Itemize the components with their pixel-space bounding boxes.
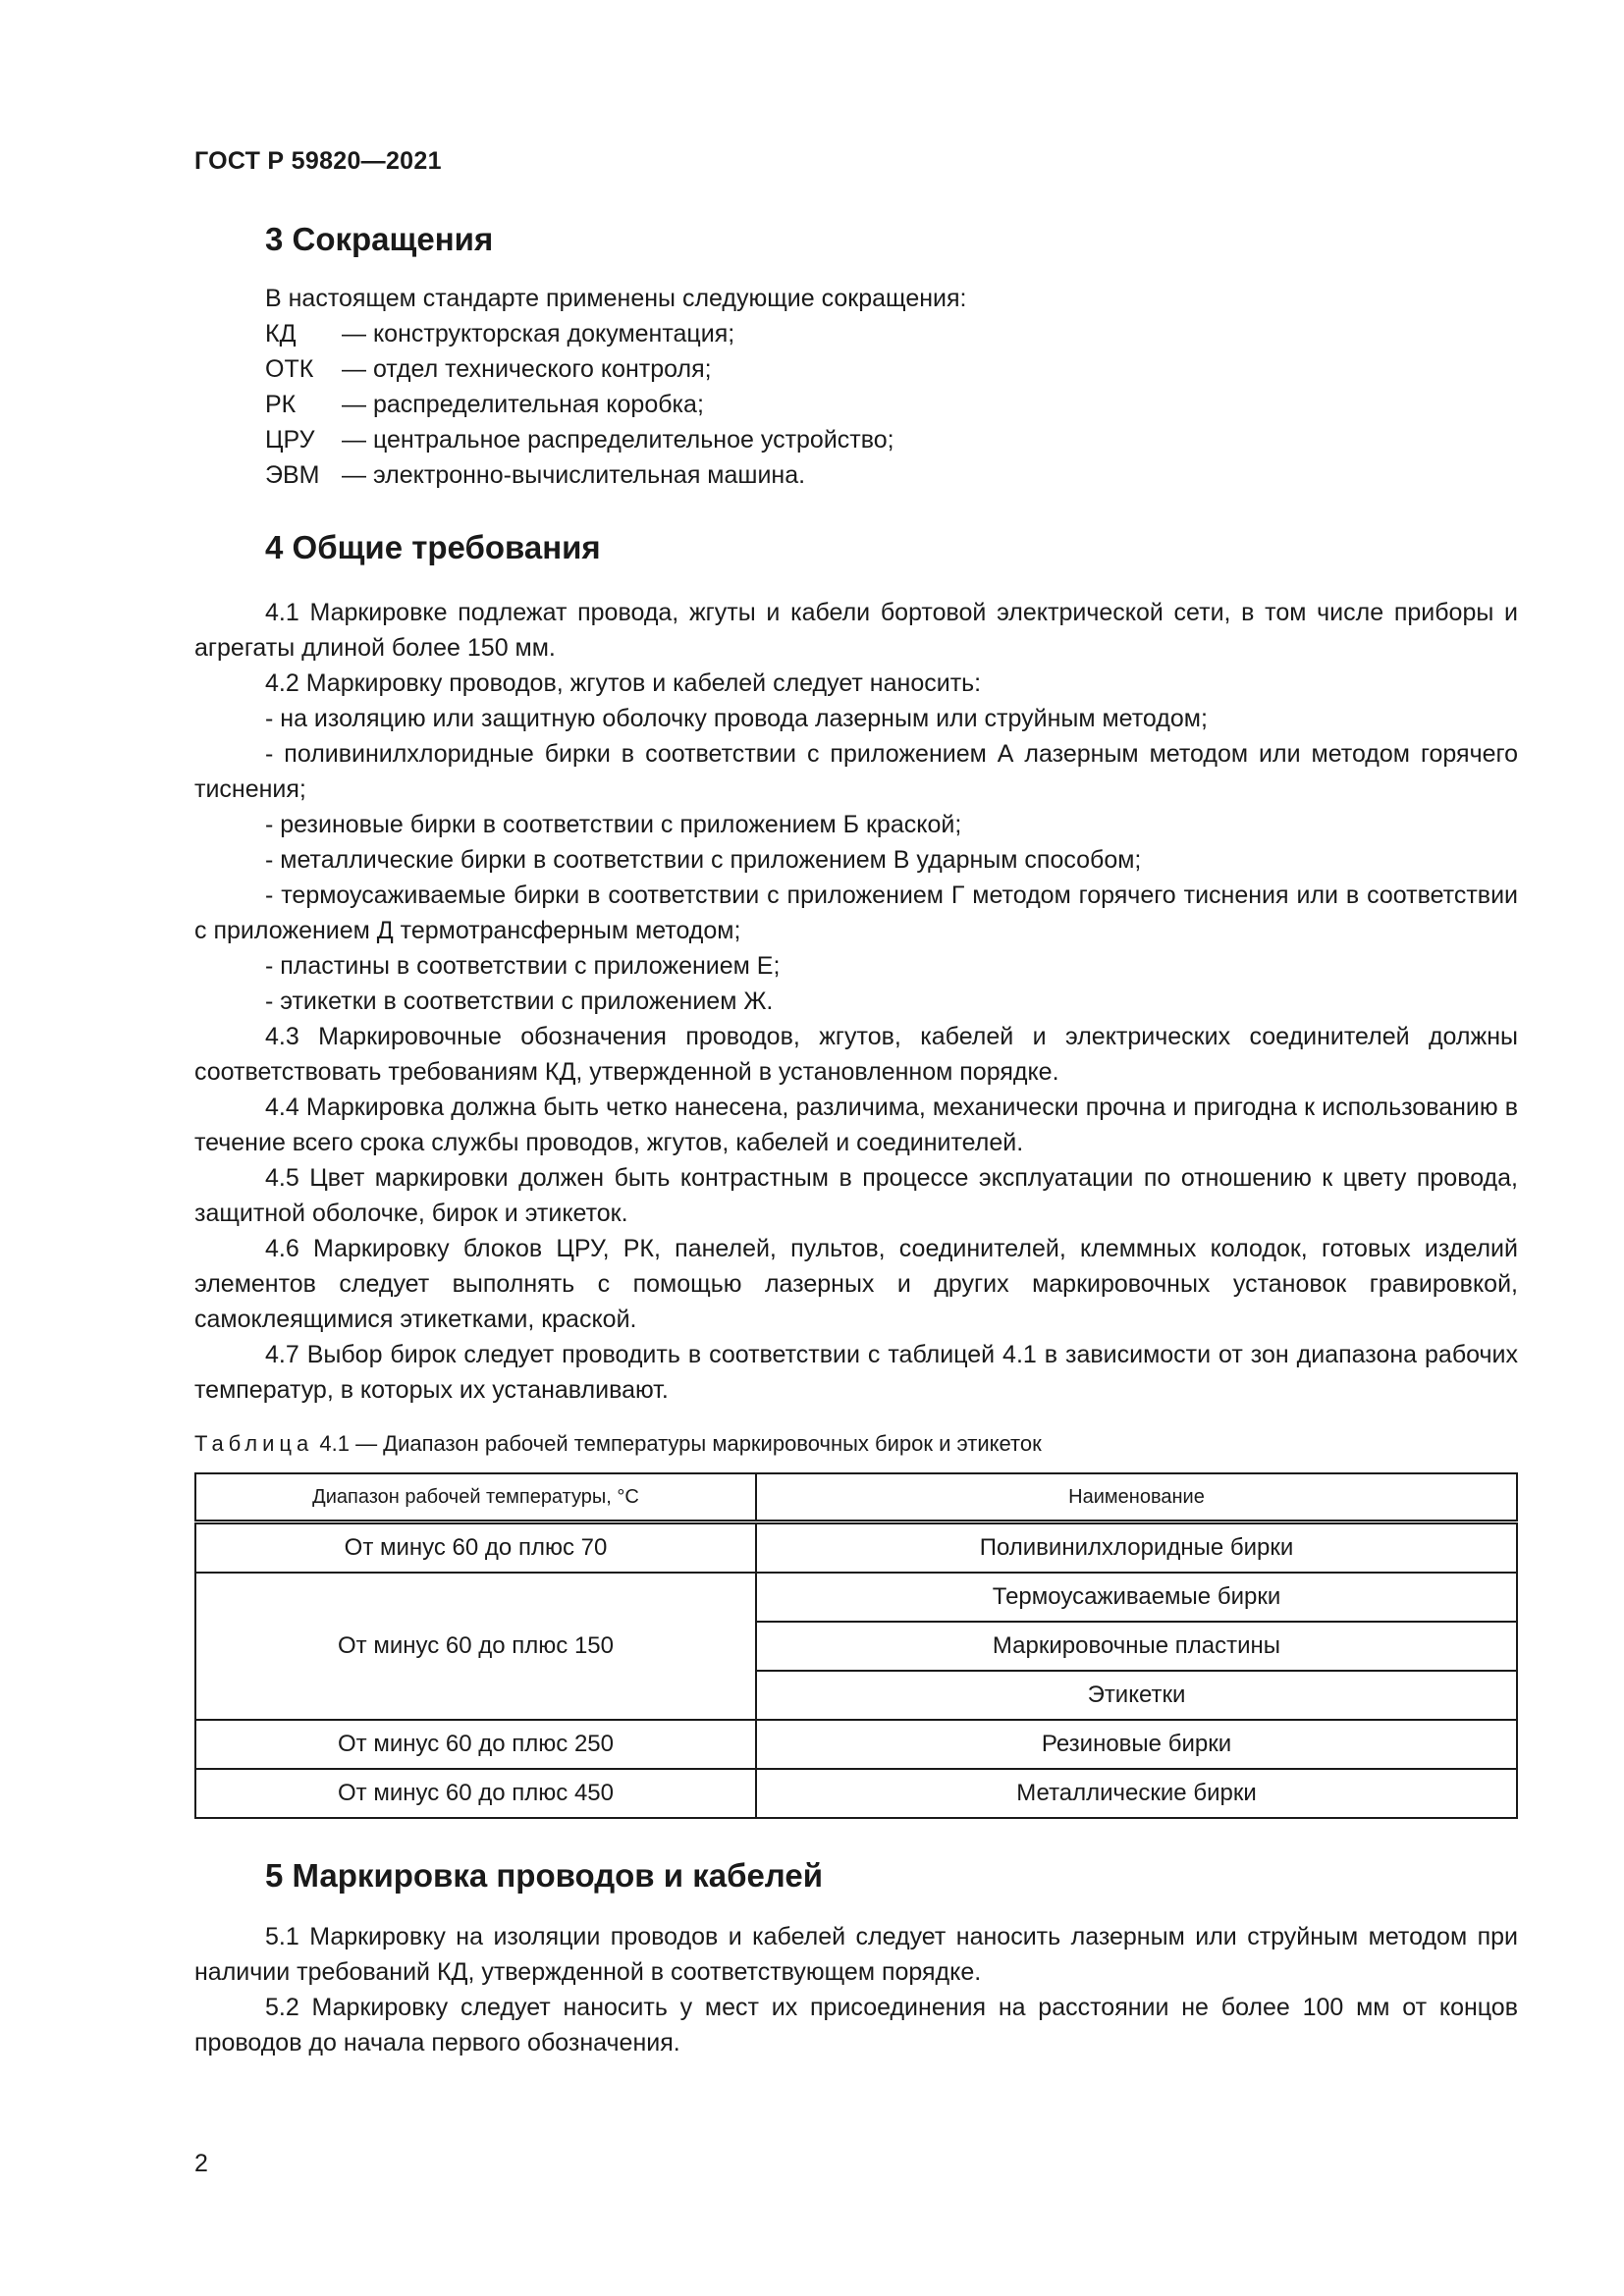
- abbreviation-code: ЦРУ: [265, 426, 315, 454]
- abbreviation-row: [194, 457, 1518, 493]
- paragraph-5-2: 5.2 Маркировку следует наносить у мест их присоединения на расстоянии не более 100 мм от концов проводов до начала первого обозначения.: [194, 1994, 1518, 2056]
- list-item: - пластины в соответствии с приложением Е;: [265, 952, 781, 980]
- abbreviation-definition: — распределительная коробка;: [342, 391, 704, 418]
- table-cell-range: От минус 60 до плюс 150: [195, 1573, 756, 1720]
- abbreviation-list: [194, 316, 1518, 493]
- table-cell-name: Поливинилхлоридные бирки: [756, 1522, 1517, 1574]
- table-cell-name: Резиновые бирки: [756, 1720, 1517, 1769]
- section-3-intro: В настоящем стандарте применены следующие сокращения:: [265, 285, 967, 312]
- paragraph-4-7: 4.7 Выбор бирок следует проводить в соответствии с таблицей 4.1 в зависимости от зон диапазона рабочих температур, в которых их устанавливают.: [194, 1341, 1518, 1404]
- section-5-title: 5 Маркировка проводов и кабелей: [265, 1857, 823, 1894]
- abbreviation-row: [194, 316, 1518, 351]
- paragraph-4-4: 4.4 Маркировка должна быть четко нанесена, различима, механически прочна и пригодна к использованию в течение всего срока службы проводов, жгутов, кабелей и соединителей.: [194, 1094, 1518, 1156]
- abbreviation-code: ОТК: [265, 355, 314, 383]
- abbreviation-code: КД: [265, 320, 297, 347]
- page-number: 2: [194, 2150, 208, 2177]
- section-4-title: 4 Общие требования: [265, 529, 601, 565]
- paragraph-4-6: 4.6 Маркировку блоков ЦРУ, РК, панелей, пультов, соединителей, клеммных колодок, готовых изделий элементов следует выполнять с помощью лазерных и других маркировочных установок гравировкой, самоклеящимися этикетками, краской.: [194, 1235, 1518, 1333]
- table-cell-range: От минус 60 до плюс 70: [195, 1522, 756, 1574]
- list-item: - на изоляцию или защитную оболочку провода лазерным или струйным методом;: [265, 705, 1208, 732]
- paragraph-4-2: 4.2 Маркировку проводов, жгутов и кабелей следует наносить:: [265, 669, 982, 697]
- paragraph-5-1: 5.1 Маркировку на изоляции проводов и кабелей следует наносить лазерным или струйным методом при наличии требований КД, утвержденной в соответствующем порядке.: [194, 1923, 1518, 1986]
- table-row: [195, 1720, 1517, 1769]
- table-cell-name: Этикетки: [756, 1671, 1517, 1720]
- table-cell-name: Маркировочные пластины: [756, 1622, 1517, 1671]
- abbreviation-row: [194, 387, 1518, 422]
- paragraph-4-5: 4.5 Цвет маркировки должен быть контрастным в процессе эксплуатации по отношению к цвету провода, защитной оболочке, бирок и этикеток.: [194, 1164, 1518, 1227]
- table-header-row: [195, 1473, 1517, 1522]
- table-caption: [194, 1429, 1518, 1459]
- list-item: - резиновые бирки в соответствии с приложением Б краской;: [265, 811, 962, 838]
- abbreviation-code: РК: [265, 391, 297, 418]
- section-3-title: 3 Сокращения: [265, 221, 494, 257]
- column-header-range: Диапазон рабочей температуры, °С: [195, 1473, 756, 1522]
- list-item: - термоусаживаемые бирки в соответствии с приложением Г методом горячего тиснения или в соответствии с приложением Д термотрансферным методом;: [194, 881, 1518, 944]
- table-row: [195, 1522, 1517, 1574]
- document-header: ГОСТ Р 59820—2021: [194, 147, 442, 175]
- abbreviation-row: [194, 351, 1518, 387]
- table-caption-label: Таблица: [194, 1431, 314, 1456]
- list-item: - поливинилхлоридные бирки в соответствии с приложением А лазерным методом или методом горячего тиснения;: [194, 740, 1518, 803]
- paragraph-4-3: 4.3 Маркировочные обозначения проводов, жгутов, кабелей и электрических соединителей должны соответствовать требованиям КД, утвержденной в установленном порядке.: [194, 1023, 1518, 1086]
- table-cell-range: От минус 60 до плюс 450: [195, 1769, 756, 1818]
- table-cell-range: От минус 60 до плюс 250: [195, 1720, 756, 1769]
- table-caption-text: 4.1 — Диапазон рабочей температуры маркировочных бирок и этикеток: [313, 1431, 1042, 1456]
- abbreviation-code: ЭВМ: [265, 461, 320, 489]
- document-body: [194, 218, 1518, 2060]
- table-cell-name: Термоусаживаемые бирки: [756, 1573, 1517, 1622]
- abbreviation-definition: — отдел технического контроля;: [342, 355, 712, 383]
- table-cell-name: Металлические бирки: [756, 1769, 1517, 1818]
- list-item: - этикетки в соответствии с приложением Ж.: [265, 988, 774, 1015]
- abbreviation-definition: — конструкторская документация;: [342, 320, 735, 347]
- list-item: - металлические бирки в соответствии с приложением В ударным способом;: [265, 846, 1142, 874]
- abbreviation-definition: — электронно-вычислительная машина.: [342, 461, 806, 489]
- column-header-name: Наименование: [756, 1473, 1517, 1522]
- table-row: [195, 1573, 1517, 1622]
- abbreviation-row: [194, 422, 1518, 457]
- temperature-table: [194, 1472, 1518, 1819]
- abbreviation-definition: — центральное распределительное устройство;: [342, 426, 894, 454]
- table-row: [195, 1769, 1517, 1818]
- paragraph-4-1: 4.1 Маркировке подлежат провода, жгуты и кабели бортовой электрической сети, в том числе приборы и агрегаты длиной более 150 мм.: [194, 599, 1518, 662]
